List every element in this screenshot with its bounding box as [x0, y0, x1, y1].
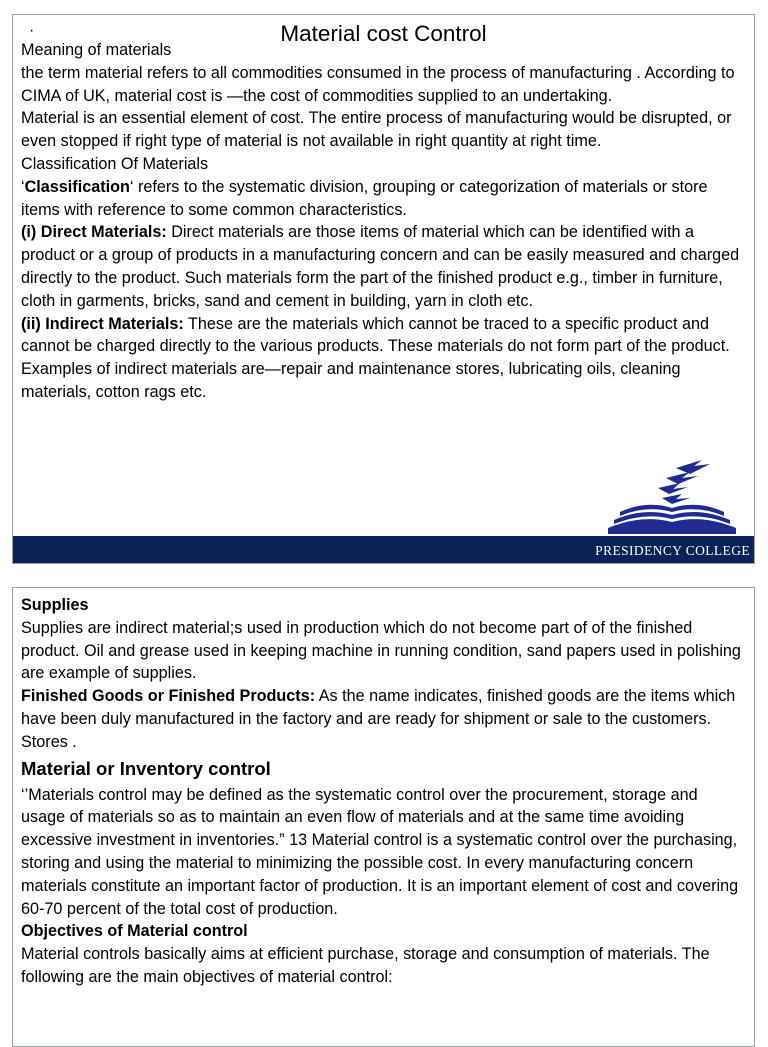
bullet-dot: ·	[29, 22, 35, 39]
open-quote: ‘	[21, 177, 25, 196]
classification-term: Classification	[24, 177, 130, 196]
slide-material-cost-control	[12, 14, 755, 564]
indirect-materials-text: These are the materials which cannot be traced to a specific product and cannot be charged directly to the various products. These materials do not form part of the product. Examples of indirect materials are—repair and maintenance stores, lubricating oils, cleaning materials, cotton rags etc.	[21, 314, 730, 401]
finished-goods-label: Finished Goods or Finished Products:	[21, 687, 316, 706]
quote-mark: ‘	[21, 785, 25, 804]
objectives-heading: Objectives of Material control	[21, 922, 248, 941]
classification-heading: Classification Of Materials	[21, 154, 209, 173]
slide-body	[21, 594, 746, 989]
meaning-heading: Meaning of materials	[21, 41, 172, 59]
inventory-control-paragraph	[21, 784, 746, 921]
direct-materials-paragraph	[21, 221, 746, 312]
supplies-heading: Supplies	[21, 596, 89, 614]
direct-materials-label: (i) Direct Materials:	[21, 223, 167, 242]
footer-brand: PRESIDENCY COLLEGE	[595, 543, 750, 558]
indirect-materials-label: (ii) Indirect Materials:	[21, 314, 184, 333]
finished-goods-text: As the name indicates, finished goods are the items which have been duly manufactured in the factory and are ready for shipment or sale to the customers.	[21, 687, 736, 728]
stores-line: Stores .	[21, 732, 77, 751]
meaning-paragraph: the term material refers to all commodities consumed in the process of manufacturing . According to CIMA of UK, material cost is —the cost of commodities supplied to an undertaking.	[21, 63, 735, 105]
inventory-control-heading: Material or Inventory control	[21, 757, 271, 779]
supplies-paragraph: Supplies are indirect material;s used in production which do not become part of of the finished product. Oil and grease used in keeping machine in running condition, sand papers used in polishing are example of supplies.	[21, 618, 741, 683]
indirect-materials-paragraph	[21, 313, 746, 404]
footer-bar	[13, 536, 754, 563]
inventory-control-text: ’Materials control may be defined as the systematic control over the procurement, storage and usage of materials so as to maintain an even flow of materials and at the same time avoiding excessive investment in inventories.” 13 Material control is a systematic control over the purchasing, storing and using the material to minimizing the possible cost. In every manufacturing concern materials constitute an important factor of production. It is an important element of cost and covering 60-70 percent of the total cost of production.	[21, 785, 739, 918]
objectives-paragraph: Material controls basically aims at efficient purchase, storage and consumption of materials. The following are the main objectives of material control:	[21, 945, 710, 986]
direct-materials-text: Direct materials are those items of material which can be identified with a product or a group of products in a manufacturing concern and can be easily measured and charged directly to the product. Such materials form the part of the finished product e.g., timber in furniture, cloth in garments, bricks, sand and cement in building, yarn in cloth etc.	[21, 223, 740, 310]
slide-body	[21, 39, 746, 404]
slide-title: Material cost Control	[280, 21, 487, 46]
classification-paragraph	[21, 176, 746, 222]
college-logo-icon	[606, 454, 738, 536]
classification-definition: ‘ refers to the systematic division, grouping or categorization of materials or store items with reference to some common characteristics.	[21, 177, 708, 219]
finished-goods-paragraph	[21, 685, 746, 731]
slide-supplies-and-control	[12, 587, 755, 1047]
essential-paragraph: Material is an essential element of cost. The entire process of manufacturing would be disrupted, or even stopped if right type of material is not available in right quantity at right time.	[21, 109, 732, 151]
